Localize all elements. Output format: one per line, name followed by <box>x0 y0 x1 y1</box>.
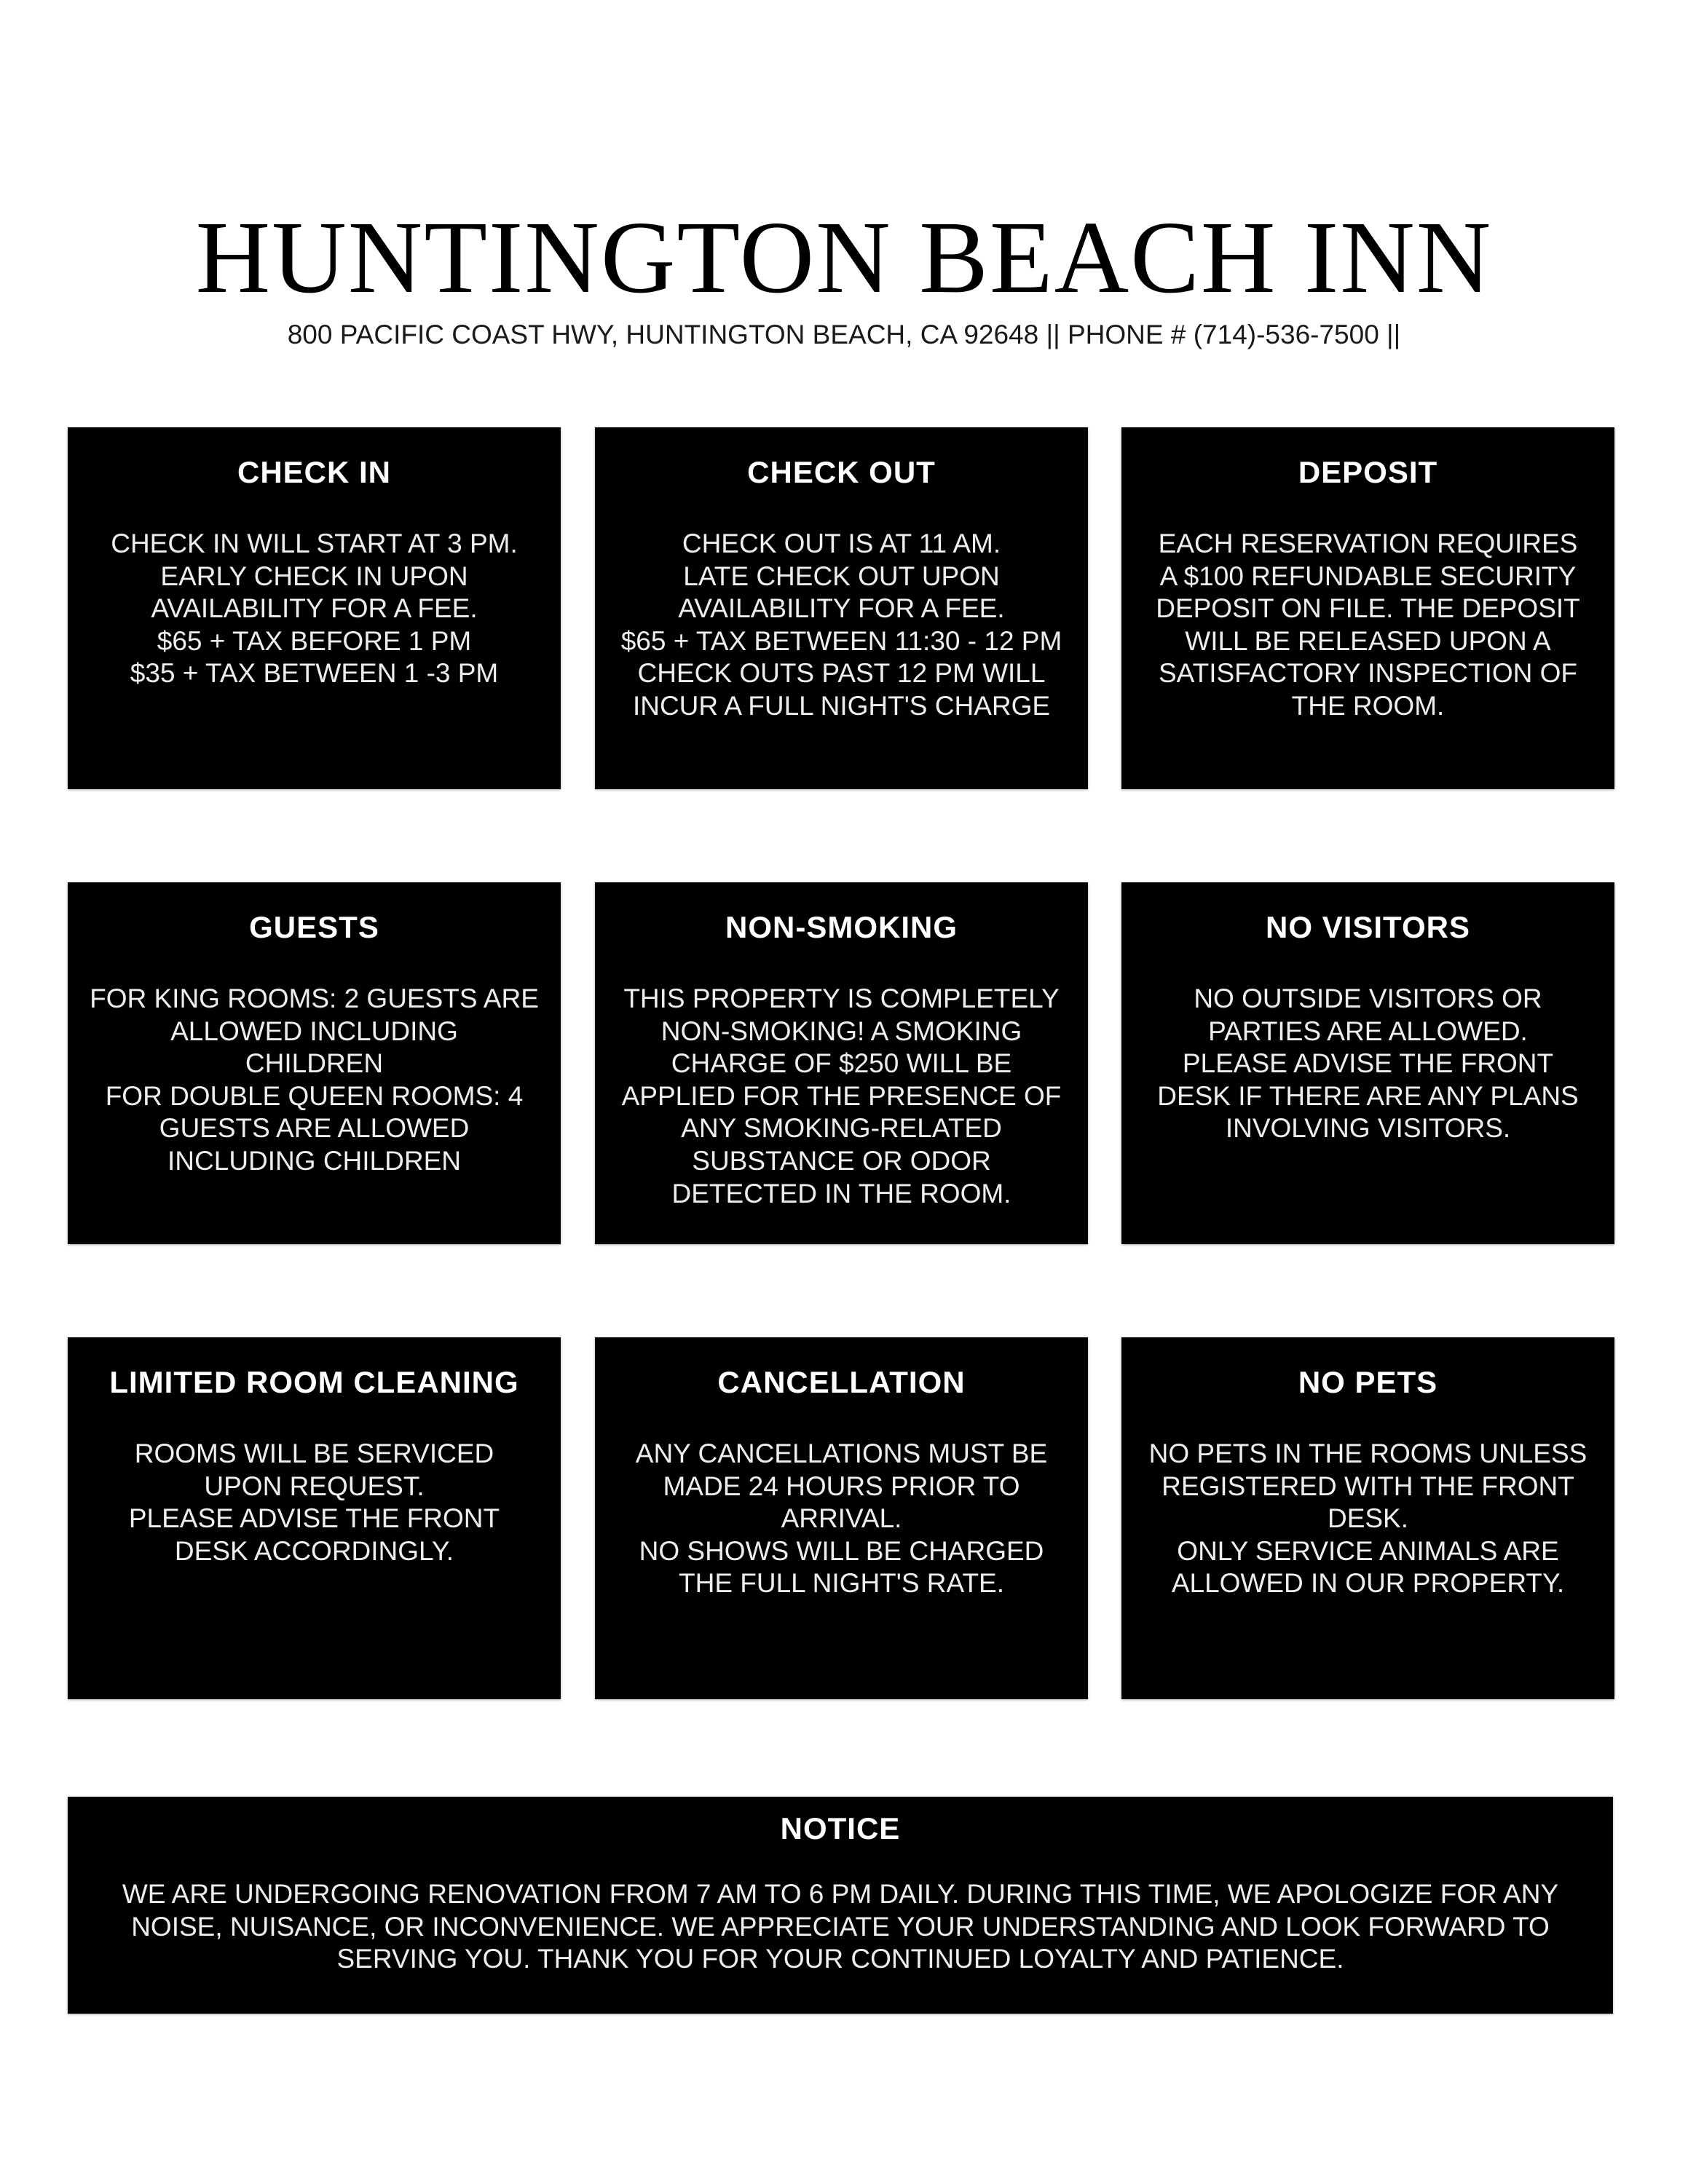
card-line: CHECK OUTS PAST 12 PM WILL <box>637 658 1046 689</box>
card-line: ARRIVAL. <box>781 1503 902 1534</box>
card-line: DESK. <box>1327 1503 1409 1534</box>
card-line: DEPOSIT ON FILE. THE DEPOSIT <box>1156 593 1580 624</box>
card-body <box>1135 1438 1601 1600</box>
card-line: THIS PROPERTY IS COMPLETELY <box>623 984 1060 1013</box>
card-line: SATISFACTORY INSPECTION OF <box>1159 658 1577 689</box>
notice-line: SERVING YOU. THANK YOU FOR YOUR CONTINUED LOYALTY AND PATIENCE. <box>336 1944 1344 1974</box>
card-line: EARLY CHECK IN UPON <box>160 561 468 591</box>
card-line: FOR KING ROOMS: 2 GUESTS ARE <box>90 984 539 1013</box>
notice-heading: NOTICE <box>780 1811 901 1845</box>
card-heading: CHECK IN <box>237 455 391 489</box>
notice-line: WE ARE UNDERGOING RENOVATION FROM 7 AM TO 6 PM DAILY. DURING THIS TIME, WE APOLOGIZE FOR ANY <box>122 1879 1559 1909</box>
card-line: EACH RESERVATION REQUIRES <box>1158 529 1578 558</box>
page-title: HUNTINGTON BEACH INN <box>195 199 1493 314</box>
notice-banner <box>68 1797 1613 2014</box>
card-line: THE FULL NIGHT'S RATE. <box>679 1568 1004 1599</box>
address-phone-line: 800 PACIFIC COAST HWY, HUNTINGTON BEACH, CA 92648 || PHONE # (714)-536-7500 || <box>287 320 1401 349</box>
card-body <box>608 1438 1075 1600</box>
card-line: A $100 REFUNDABLE SECURITY <box>1159 561 1577 591</box>
policy-card-limited-room-cleaning <box>68 1337 561 1699</box>
card-heading: GUESTS <box>249 910 379 944</box>
card-line: GUESTS ARE ALLOWED <box>159 1113 470 1144</box>
card-line: PARTIES ARE ALLOWED. <box>1208 1016 1528 1046</box>
card-line: NO OUTSIDE VISITORS OR <box>1194 984 1542 1013</box>
card-body <box>81 1438 548 1567</box>
card-line: $35 + TAX BETWEEN 1 -3 PM <box>130 658 499 689</box>
card-line: THE ROOM. <box>1291 690 1445 721</box>
card-line: LATE CHECK OUT UPON <box>683 561 1000 591</box>
card-line: INCLUDING CHILDREN <box>167 1145 461 1176</box>
policy-card-deposit <box>1121 427 1614 789</box>
card-line: $65 + TAX BEFORE 1 PM <box>157 625 472 656</box>
card-heading: DEPOSIT <box>1298 455 1438 489</box>
card-line: $65 + TAX BETWEEN 11:30 - 12 PM <box>620 625 1062 656</box>
card-line: CHARGE OF $250 WILL BE <box>671 1048 1012 1079</box>
card-line: REGISTERED WITH THE FRONT <box>1162 1471 1574 1501</box>
card-heading: LIMITED ROOM CLEANING <box>109 1365 519 1399</box>
card-body <box>1135 528 1601 723</box>
card-line: ROOMS WILL BE SERVICED <box>134 1439 494 1468</box>
policy-card-check-in <box>68 427 561 789</box>
card-line: FOR DOUBLE QUEEN ROOMS: 4 <box>105 1080 524 1111</box>
notice-line: NOISE, NUISANCE, OR INCONVENIENCE. WE APPRECIATE YOUR UNDERSTANDING AND LOOK FORWARD TO <box>131 1911 1550 1942</box>
card-body <box>1135 983 1601 1145</box>
card-line: AVAILABILITY FOR A FEE. <box>151 593 478 624</box>
card-line: WILL BE RELEASED UPON A <box>1185 625 1551 656</box>
card-line: CHILDREN <box>245 1048 384 1079</box>
card-line: INVOLVING VISITORS. <box>1225 1113 1511 1144</box>
card-body <box>81 528 548 690</box>
card-line: AVAILABILITY FOR A FEE. <box>678 593 1005 624</box>
card-heading: CANCELLATION <box>717 1365 966 1399</box>
card-line: NO PETS IN THE ROOMS UNLESS <box>1148 1439 1588 1468</box>
card-line: CHECK OUT IS AT 11 AM. <box>682 529 1001 558</box>
card-body <box>81 983 548 1178</box>
card-body <box>608 528 1075 723</box>
card-line: DESK IF THERE ARE ANY PLANS <box>1157 1080 1579 1111</box>
card-heading: NON-SMOKING <box>725 910 958 944</box>
card-line: MADE 24 HOURS PRIOR TO <box>663 1471 1020 1501</box>
card-line: NO SHOWS WILL BE CHARGED <box>639 1535 1044 1566</box>
card-line: PLEASE ADVISE THE FRONT <box>128 1503 500 1534</box>
card-line: DESK ACCORDINGLY. <box>174 1535 454 1566</box>
policy-card-guests <box>68 882 561 1244</box>
card-line: APPLIED FOR THE PRESENCE OF <box>621 1080 1062 1111</box>
card-heading: CHECK OUT <box>747 455 936 489</box>
card-heading: NO VISITORS <box>1266 910 1470 944</box>
policy-card-no-pets <box>1121 1337 1614 1699</box>
card-line: INCUR A FULL NIGHT'S CHARGE <box>632 690 1051 721</box>
policy-card-cancellation <box>595 1337 1088 1699</box>
card-line: ANY CANCELLATIONS MUST BE <box>635 1439 1048 1468</box>
policy-card-no-visitors <box>1121 882 1614 1244</box>
card-line: UPON REQUEST. <box>204 1471 425 1501</box>
policy-card-check-out <box>595 427 1088 789</box>
card-line: ALLOWED IN OUR PROPERTY. <box>1171 1568 1565 1599</box>
card-heading: NO PETS <box>1298 1365 1438 1399</box>
card-body <box>608 983 1075 1210</box>
card-line: SUBSTANCE OR ODOR <box>692 1145 991 1176</box>
card-line: NON-SMOKING! A SMOKING <box>660 1016 1022 1046</box>
policy-card-non-smoking <box>595 882 1088 1244</box>
card-line: DETECTED IN THE ROOM. <box>671 1178 1011 1208</box>
notice-body <box>97 1878 1584 1976</box>
card-line: ALLOWED INCLUDING <box>170 1016 458 1046</box>
card-line: CHECK IN WILL START AT 3 PM. <box>111 529 518 558</box>
card-line: ONLY SERVICE ANIMALS ARE <box>1177 1535 1559 1566</box>
card-line: PLEASE ADVISE THE FRONT <box>1182 1048 1554 1079</box>
card-line: ANY SMOKING-RELATED <box>681 1113 1002 1144</box>
